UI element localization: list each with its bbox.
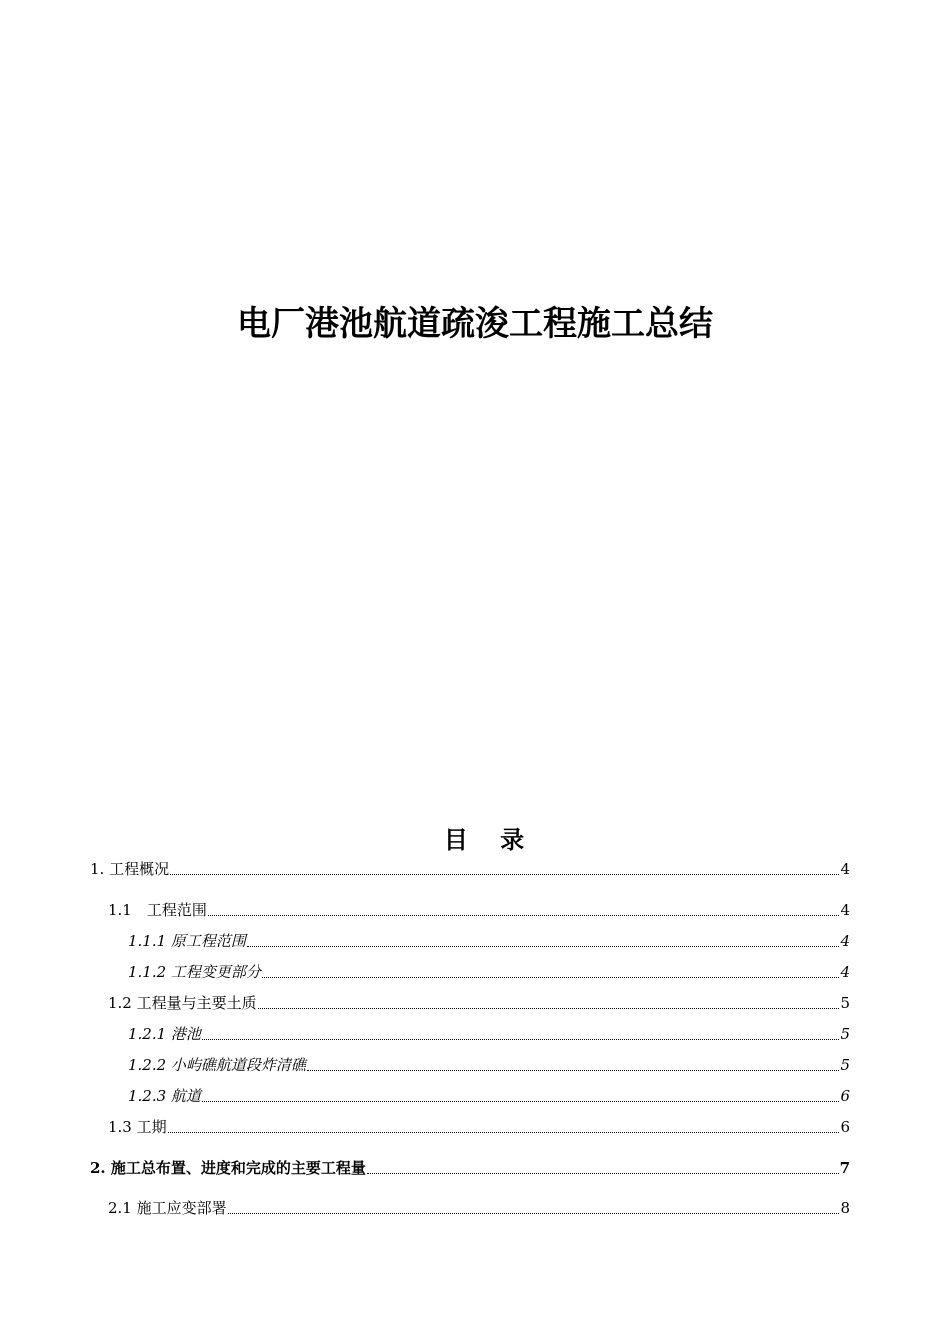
toc-leader-dots xyxy=(247,946,840,947)
toc-entry[interactable] xyxy=(128,931,850,951)
toc-entry-label: 1.2 工程量与主要土质 xyxy=(108,994,257,1012)
toc-leader-dots xyxy=(202,1039,840,1040)
toc-entry[interactable] xyxy=(90,859,850,879)
toc-entry[interactable] xyxy=(108,993,850,1013)
toc-entry[interactable] xyxy=(128,1055,850,1075)
toc-entry-page: 4 xyxy=(840,901,850,919)
toc-entry[interactable] xyxy=(90,1158,850,1178)
toc-heading: 目 录 xyxy=(443,826,537,854)
toc-entry-label: 1.2.2 小屿礁航道段炸清礁 xyxy=(128,1056,306,1074)
toc-entry-label: 2. 施工总布置、进度和完成的主要工程量 xyxy=(90,1159,366,1177)
toc-entry-label: 1. 工程概况 xyxy=(90,860,170,878)
toc-entry-label: 2.1 施工应变部署 xyxy=(108,1199,227,1217)
toc-entry-label: 1.1.1 原工程范围 xyxy=(128,932,246,950)
toc-entry[interactable] xyxy=(108,1117,850,1137)
toc-entry-page: 8 xyxy=(840,1199,850,1217)
toc-entry-page: 5 xyxy=(840,1025,850,1043)
toc-leader-dots xyxy=(168,1132,840,1133)
toc-entry[interactable] xyxy=(108,1198,850,1218)
toc-leader-dots xyxy=(262,977,840,978)
toc-leader-dots xyxy=(170,874,839,875)
toc-entry-page: 6 xyxy=(840,1087,850,1105)
document-title: 电厂港池航道疏浚工程施工总结 xyxy=(237,304,713,344)
toc-entry-page: 5 xyxy=(840,1056,850,1074)
toc-entry-page: 7 xyxy=(839,1159,850,1177)
toc-leader-dots xyxy=(307,1070,840,1071)
toc-entry-page: 6 xyxy=(840,1118,850,1136)
toc-entry-page: 4 xyxy=(840,963,850,981)
toc-entry-label: 1.1 工程范围 xyxy=(108,901,207,919)
toc-entry-label: 1.2.1 港池 xyxy=(128,1025,201,1043)
toc-entry-page: 5 xyxy=(840,994,850,1012)
toc-entry-page: 4 xyxy=(840,860,850,878)
toc-leader-dots xyxy=(208,915,840,916)
toc-entry-page: 4 xyxy=(840,932,850,950)
toc-entry[interactable] xyxy=(128,1024,850,1044)
toc-leader-dots xyxy=(367,1173,839,1174)
toc-entry-label: 1.2.3 航道 xyxy=(128,1087,201,1105)
toc-entry[interactable] xyxy=(128,1086,850,1106)
toc-leader-dots xyxy=(228,1213,840,1214)
toc-entry[interactable] xyxy=(128,962,850,982)
toc-leader-dots xyxy=(202,1101,840,1102)
toc-entry[interactable] xyxy=(108,900,850,920)
toc-leader-dots xyxy=(258,1008,840,1009)
toc-entry-label: 1.1.2 工程变更部分 xyxy=(128,963,261,981)
toc-entry-label: 1.3 工期 xyxy=(108,1118,167,1136)
